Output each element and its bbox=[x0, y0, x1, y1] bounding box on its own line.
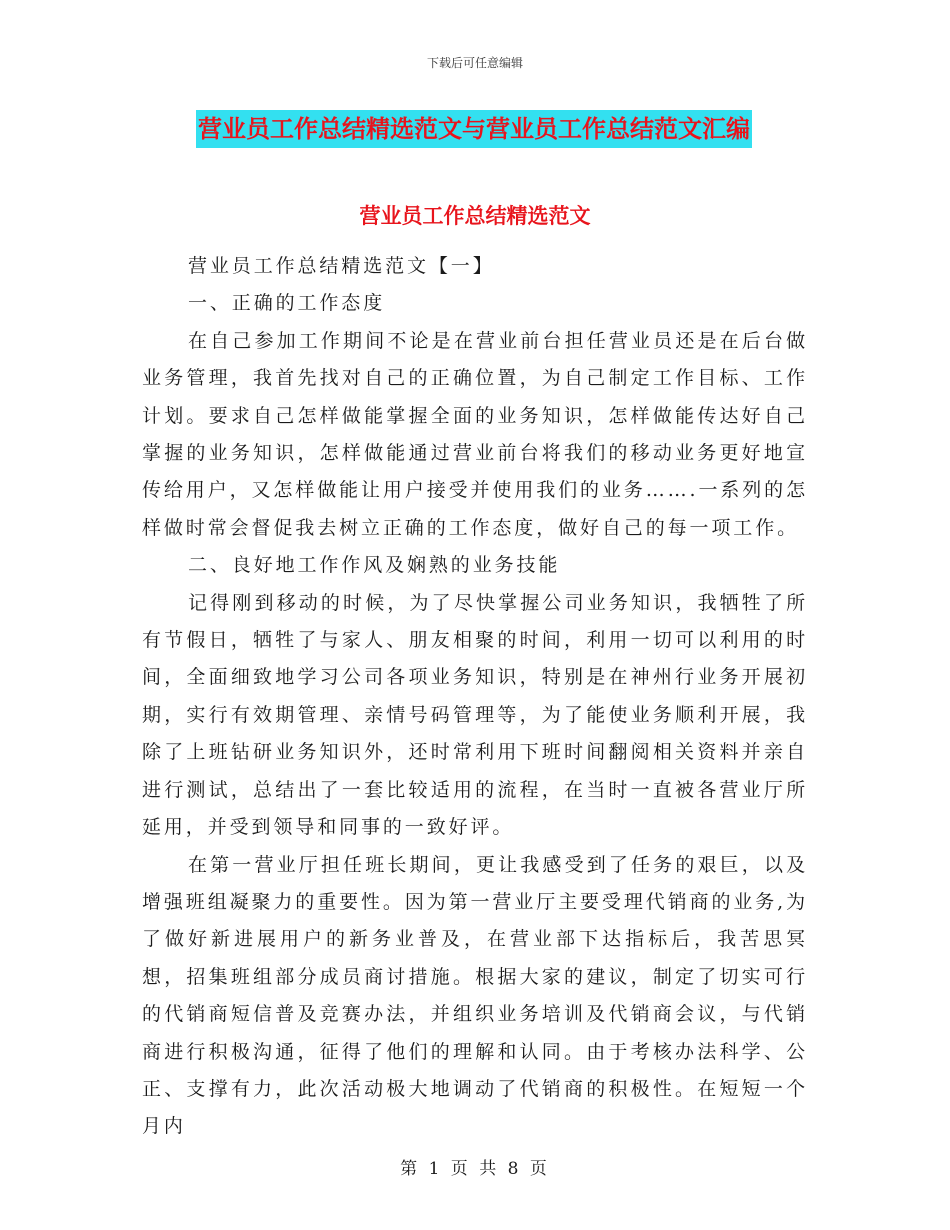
document-main-title: 营业员工作总结精选范文与营业员工作总结范文汇编 bbox=[196, 110, 752, 148]
paragraph-heading: 营业员工作总结精选范文【一】 bbox=[188, 255, 495, 277]
paragraph: 在第一营业厅担任班长期间，更让我感受到了任务的艰巨，以及增强班组凝聚力的重要性。因为第一营业厅主要受理代销商的业务,为了做好新进展用户的新务业普及，在营业部下达指标后，我苦思冥想，招集班组部分成员商讨措施。根据大家的建议，制定了切实可行的代销商短信普及竞赛办法，并组织业务培训及代销商会议，与代销商进行积极沟通，征得了他们的理解和认同。由于考核办法科学、公正、支撑有力，此次活动极大地调动了代销商的积极性。在短短一个月内 bbox=[142, 853, 808, 1138]
section-heading-2: 二、良好地工作作风及娴熟的业务技能 bbox=[188, 554, 561, 577]
document-body bbox=[142, 248, 808, 1146]
header-note: 下载后可任意编辑 bbox=[426, 56, 523, 70]
page-number-footer: 第 1 页 共 8 页 bbox=[400, 1159, 550, 1179]
section-title: 营业员工作总结精选范文 bbox=[359, 204, 591, 228]
paragraph: 在自己参加工作期间不论是在营业前台担任营业员还是在后台做业务管理，我首先找对自己的正确位置，为自己制定工作目标、工作计划。要求自己怎样做能掌握全面的业务知识，怎样做能传达好自己掌握的业务知识，怎样做能通过营业前台将我们的移动业务更好地宣传给用户，又怎样做能让用户接受并使用我们的业务…….一系列的怎样做时常会督促我去树立正确的工作态度，做好自己的每一项工作。 bbox=[142, 329, 808, 539]
paragraph: 记得刚到移动的时候，为了尽快掌握公司业务知识，我牺牲了所有节假日，牺牲了与家人、朋友相聚的时间，利用一切可以利用的时间，全面细致地学习公司各项业务知识，特别是在神州行业务开展初期，实行有效期管理、亲情号码管理等，为了能使业务顺利开展，我除了上班钻研业务知识外，还时常利用下班时间翻阅相关资料并亲自进行测试，总结出了一套比较适用的流程，在当时一直被各营业厅所延用，并受到领导和同事的一致好评。 bbox=[142, 591, 808, 839]
section-heading-1: 一、正确的工作态度 bbox=[188, 292, 386, 315]
